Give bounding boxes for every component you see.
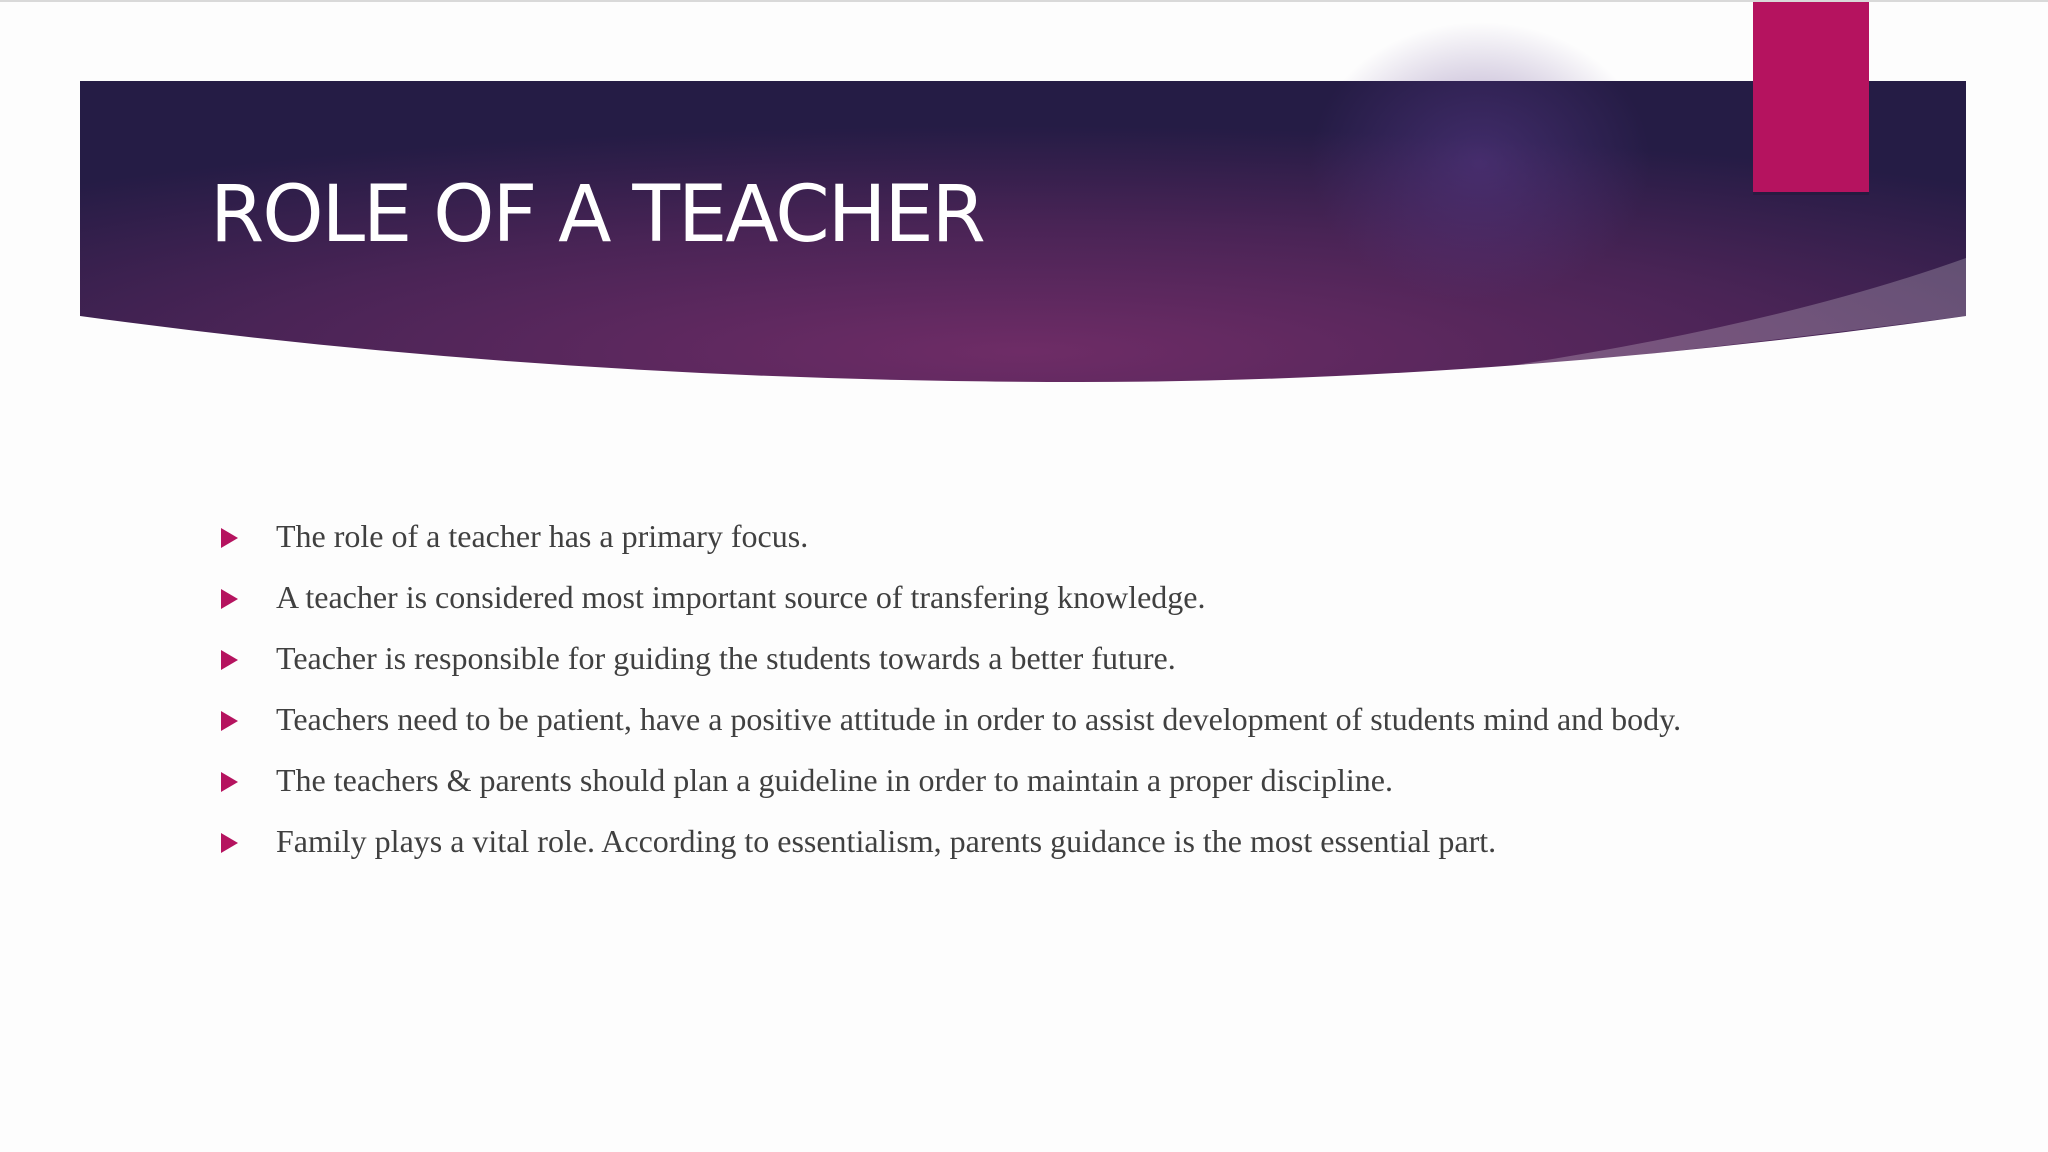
bullet-item bbox=[218, 516, 1718, 557]
bullet-item bbox=[218, 577, 1718, 618]
bullet-text: Teacher is responsible for guiding the students towards a better future. bbox=[276, 640, 1176, 676]
bullet-item bbox=[218, 699, 1718, 740]
triangle-right-icon bbox=[221, 711, 238, 731]
bullet-text: A teacher is considered most important source of transfering knowledge. bbox=[276, 579, 1206, 615]
bullet-list bbox=[218, 516, 1718, 882]
bullet-item bbox=[218, 821, 1718, 862]
bullet-item bbox=[218, 638, 1718, 679]
slide-title: ROLE OF A TEACHER bbox=[210, 170, 984, 260]
triangle-right-icon bbox=[221, 650, 238, 670]
triangle-right-icon bbox=[221, 528, 238, 548]
accent-tab bbox=[1753, 2, 1869, 192]
bullet-text: The role of a teacher has a primary focus. bbox=[276, 518, 809, 554]
accent-tab-shadow bbox=[1753, 192, 1869, 195]
triangle-right-icon bbox=[221, 772, 238, 792]
triangle-right-icon bbox=[221, 589, 238, 609]
bullet-text: The teachers & parents should plan a guideline in order to maintain a proper discipline. bbox=[276, 762, 1393, 798]
banner-glow bbox=[1310, 22, 1650, 302]
bullet-text: Teachers need to be patient, have a positive attitude in order to assist development of students mind and body. bbox=[276, 701, 1682, 737]
triangle-right-icon bbox=[221, 833, 238, 853]
bullet-text: Family plays a vital role. According to essentialism, parents guidance is the most essential part. bbox=[276, 823, 1497, 859]
bullet-item bbox=[218, 760, 1718, 801]
